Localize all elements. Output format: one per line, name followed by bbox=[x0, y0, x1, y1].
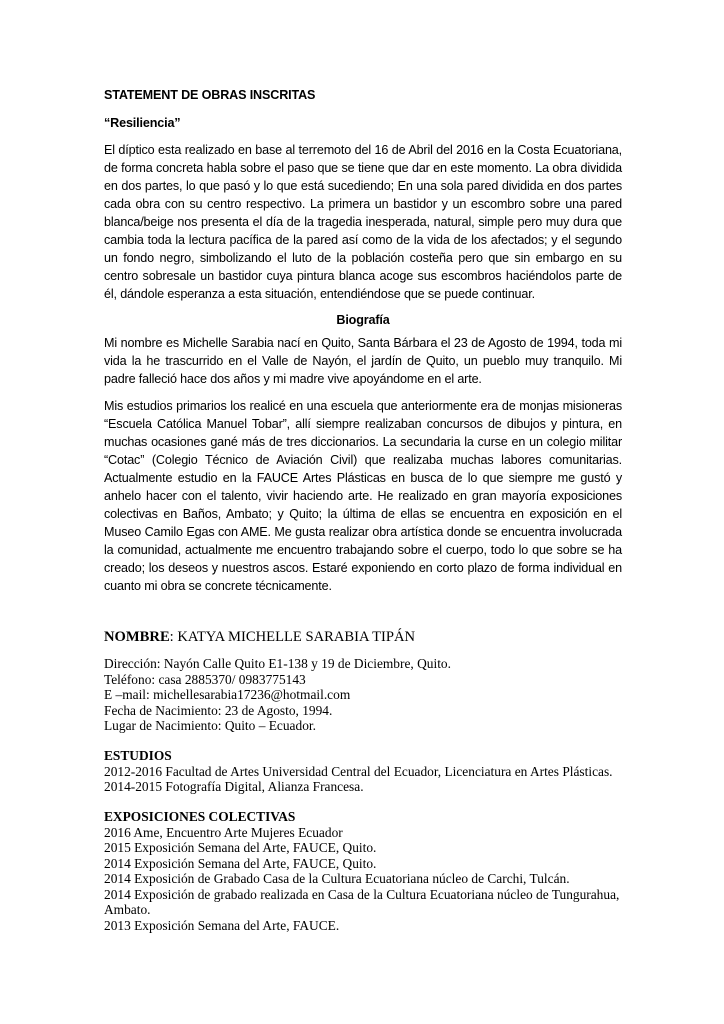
contact-email: E –mail: michellesarabia17236@hotmail.com bbox=[104, 687, 351, 702]
studies-section bbox=[104, 748, 634, 795]
cv-name bbox=[104, 630, 415, 646]
exhibition-item: 2016 Ame, Encuentro Arte Mujeres Ecuador bbox=[104, 824, 343, 840]
name-value: KATYA MICHELLE SARABIA TIPÁN bbox=[177, 629, 416, 645]
studies-title: ESTUDIOS bbox=[104, 748, 172, 763]
study-item: 2014-2015 Fotografía Digital, Alianza Francesa. bbox=[104, 779, 364, 794]
contact-birth-date: Fecha de Nacimiento: 23 de Agosto, 1994. bbox=[104, 702, 333, 718]
contact-phone: Teléfono: casa 2885370/ 0983775143 bbox=[104, 671, 306, 687]
exhibition-item: 2013 Exposición Semana del Arte, FAUCE. bbox=[104, 917, 340, 933]
biography-title: Biografía bbox=[336, 313, 390, 327]
work-title: “Resiliencia” bbox=[104, 116, 181, 130]
study-item: 2012-2016 Facultad de Artes Universidad Central del Ecuador, Licenciatura en Artes Plásticas. bbox=[104, 763, 613, 779]
statement-paragraph: El díptico esta realizado en base al terremoto del 16 de Abril del 2016 en la Costa Ecuatoriana, de forma concreta habla sobre el paso que se tiene que dar en este momento. La obra dividida en dos partes, lo que pasó y lo que está sucediendo; En una sola pared dividida en dos partes cada obra con su centro respectivo. La primera un bastidor y un escombro sobre una pared blanca/beige nos presenta el día de la tragedia inesperada, natural, simple pero muy dura que cambia toda la lectura pacífica de la pared así como de la vida de los afectados; y el segundo un fondo negro, simbolizando el luto de la población costeña pero que sin embargo en su centro sobresale un bastidor cuya pintura blanca acoge sus escombros haciéndolos parte de él, dándole esperanza a esta situación, entendiéndose que se puede continuar. bbox=[104, 143, 622, 301]
exhibitions-section bbox=[104, 809, 634, 933]
exhibition-item: Ambato. bbox=[104, 902, 151, 917]
exhibition-item: 2014 Exposición de grabado realizada en Casa de la Cultura Ecuatoriana núcleo de Tungurahua, bbox=[104, 886, 620, 902]
biography-paragraph-2: Mis estudios primarios los realicé en una escuela que anteriormente era de monjas misioneras “Escuela Católica Manuel Tobar”, allí siempre realizaban concursos de dibujos y pintura, en muchas ocasiones gané más de tres diccionarios. La secundaria la curse en un colegio militar “Cotac” (Colegio Técnico de Aviación Civil) que realizaba muchas labores comunitarias. Actualmente estudio en la FAUCE Artes Plásticas en busca de lo que siempre me gustó y anhelo hacer con el talento, vivir haciendo arte. He realizado en gran mayoría exposiciones colectivas en Baños, Ambato; y Quito; la última de ellas se encuentra en exposición en el Museo Camilo Egas con AME. Me gusta realizar obra artística donde se encuentra involucrada la comunidad, actualmente me encuentro trabajando sobre el cuerpo, todo lo que sobre se ha creado; los deseos y nuestros ascos. Estaré exponiendo en corto plazo de forma individual en cuanto mi obra se concrete técnicamente. bbox=[104, 399, 622, 593]
name-separator: : bbox=[169, 629, 178, 645]
exhibition-item: 2014 Exposición Semana del Arte, FAUCE, Quito. bbox=[104, 855, 377, 871]
exhibition-item: 2014 Exposición de Grabado Casa de la Cultura Ecuatoriana núcleo de Carchi, Tulcán. bbox=[104, 871, 570, 886]
exhibition-item: 2015 Exposición Semana del Arte, FAUCE, Quito. bbox=[104, 840, 377, 855]
name-label: NOMBRE bbox=[104, 629, 170, 645]
exhibitions-title: EXPOSICIONES COLECTIVAS bbox=[104, 809, 296, 824]
contact-birth-place: Lugar de Nacimiento: Quito – Ecuador. bbox=[104, 718, 316, 733]
statement-title: STATEMENT DE OBRAS INSCRITAS bbox=[104, 88, 316, 102]
contact-address: Dirección: Nayón Calle Quito E1-138 y 19 de Diciembre, Quito. bbox=[104, 656, 451, 671]
contact-block bbox=[104, 656, 634, 734]
biography-paragraph-1: Mi nombre es Michelle Sarabia nací en Quito, Santa Bárbara el 23 de Agosto de 1994, toda mi vida la he trascurrido en el Valle de Nayón, el jardín de Quito, un pueblo muy tranquilo. Mi padre falleció hace dos años y mi madre vive apoyándome en el arte. bbox=[104, 336, 622, 386]
